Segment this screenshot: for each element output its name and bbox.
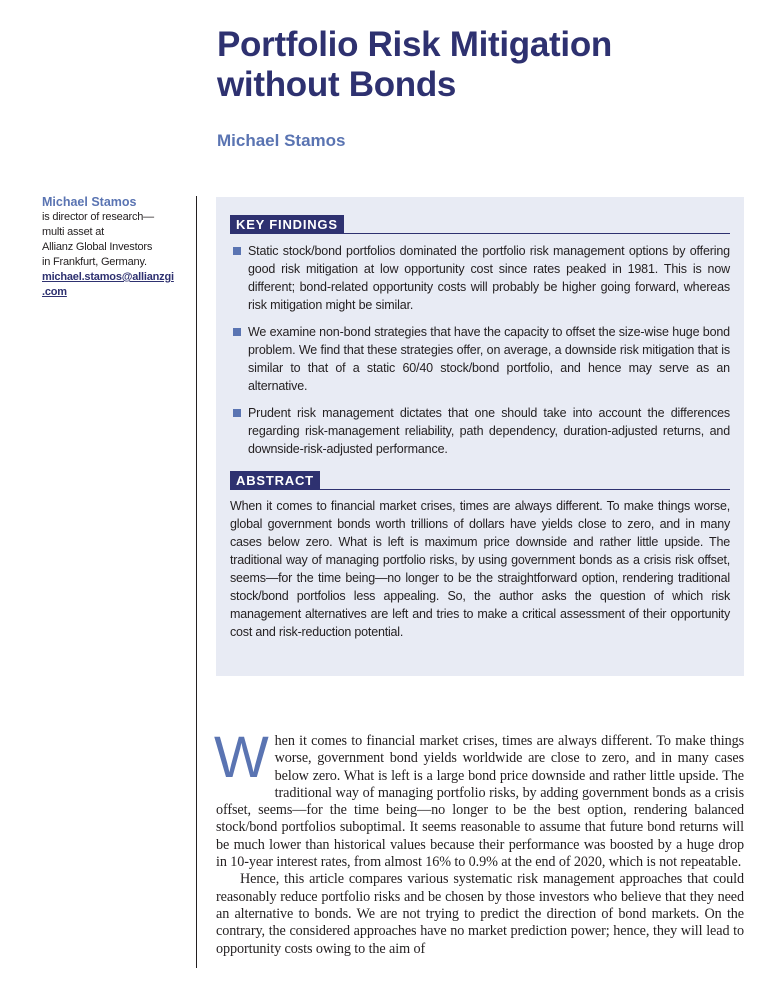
abstract-rule [230,489,730,490]
summary-box [216,197,744,676]
square-bullet-icon [233,328,241,336]
email-part-1[interactable]: michael.stamos@allianzgi [42,271,174,283]
author-bio-sidebar [42,194,182,300]
drop-cap: W [214,725,269,790]
bio-line: Allianz Global Investors [42,241,153,253]
body-paragraph: Hence, this article compares various systematic risk management approaches that could reasonably reduce portfolio risks and be chosen by those investors who believe that they need an alternative to bonds. We are not trying to predict the direction of bond markets. On the contrary, the considered approaches have no market prediction power; hence, they will lead to opportunity costs owing to the aim of [216,871,744,957]
square-bullet-icon [233,247,241,255]
key-finding-text: Static stock/bond portfolios dominated the portfolio risk management options by offering good risk mitigation at low opportunity cost since rates peaked in 1981. This is now different; bond-related opportunity costs will probably be higher going forward, whereas risk mitigation might be similar. [248,244,730,312]
key-finding-item [230,404,730,458]
body-paragraph-text: hen it comes to financial market crises, times are always different. To make things worse, government bond yields worldwide are close to zero, and in many cases below zero. What is left is a large bond price downside and rather little upside. The traditional way of managing portfolio risks, by adding government bonds as a crisis offset, seems—for the time being—no longer to be the best option, rendering balanced stock/bond portfolios suboptimal. It seems reasonable to assume that future bond returns will be much lower than historical values because their performance was boosted by a huge drop in 10-year interest rates, from almost 16% to 0.9% at the end of 2020, which is not repeatable. [216,733,744,871]
author-email-link[interactable] [42,270,182,300]
key-findings-rule [230,233,730,234]
article-body [214,725,744,958]
body-paragraph [214,725,744,871]
square-bullet-icon [233,409,241,417]
bio-line: in Frankfurt, Germany. [42,256,147,268]
key-finding-text: Prudent risk management dictates that one should take into account the differences regarding risk-management reliability, path dependency, duration-adjusted returns, and downside-risk-adjusted performance. [248,406,730,456]
abstract-heading: ABSTRACT [230,471,320,490]
bio-line: multi asset at [42,226,105,238]
key-finding-item [230,323,730,395]
key-finding-text: We examine non-bond strategies that have the capacity to offset the size-wise huge bond problem. We find that these strategies offer, on average, a downside risk mitigation that is similar to that of a static 60/40 stock/bond portfolio, and hence may serve as an alternative. [248,325,730,393]
key-finding-item [230,242,730,314]
author-byline: Michael Stamos [217,131,346,150]
key-findings-list [230,242,730,467]
article-title: Portfolio Risk Mitigation without Bonds [217,25,612,104]
email-part-2[interactable]: .com [42,286,67,298]
key-findings-heading: KEY FINDINGS [230,215,344,234]
column-divider [196,196,197,968]
bio-author-name: Michael Stamos [42,195,137,209]
abstract-text: When it comes to financial market crises, times are always different. To make things worse, global government bonds worth trillions of dollars have yields close to zero, and in many cases below zero. What is left is maximum price downside and rather little upside. The traditional way of managing portfolio risks, by using government bonds as a crisis risk offset, seems—for the time being—no longer to be the straightforward option, rendering traditional stock/bond portfolios less appealing. So, the author asks the question of which risk management alternatives are left and tries to make a critical assessment of their opportunity cost and risk-reduction potential. [230,499,730,639]
bio-line: is director of research— [42,211,154,223]
